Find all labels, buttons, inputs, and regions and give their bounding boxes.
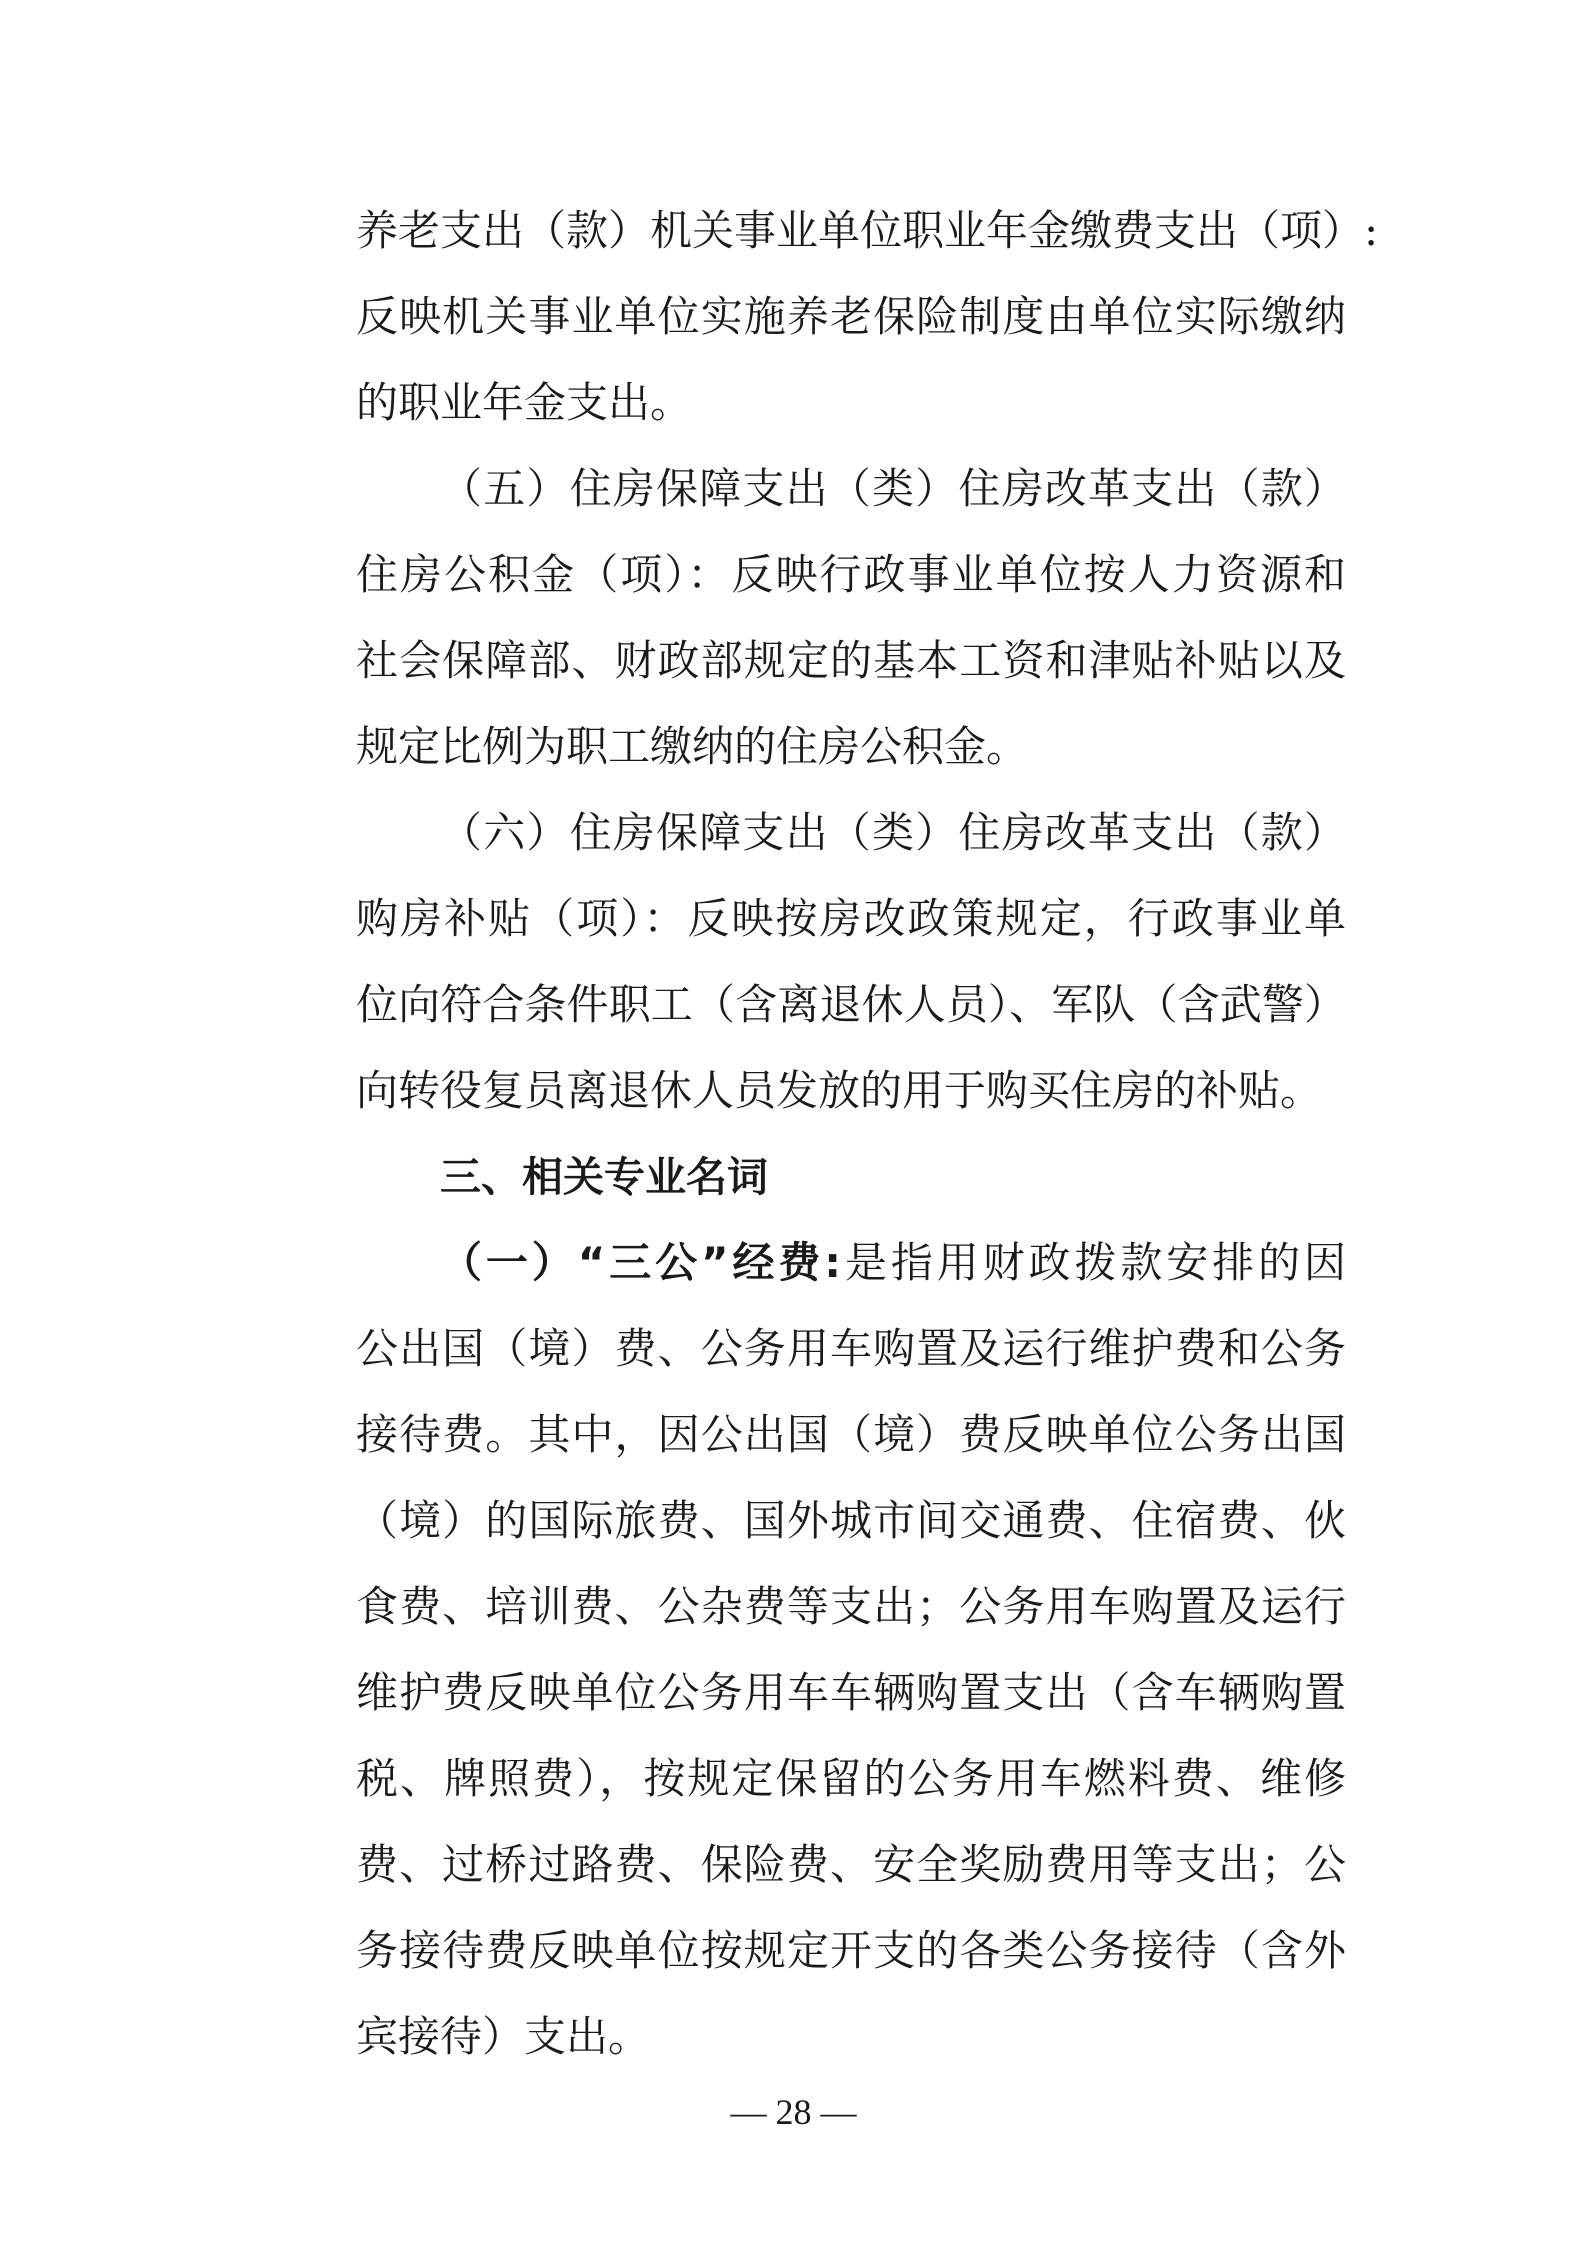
section-heading: 三、相关专业名词 <box>440 1153 768 1201</box>
paragraph-term-1-line-4: （境）的国际旅费、国外城市间交通费、住宿费、伙 <box>356 1496 1346 1545</box>
paragraph-term-1-line-7: 税、牌照费），按规定保留的公务用车燃料费、维修 <box>356 1754 1346 1803</box>
page-number: — 28 — <box>730 2092 857 2132</box>
paragraph-term-1-line-1 <box>440 1220 1346 1306</box>
paragraph-6-line-3: 位向符合条件职工（含离退休人员）、军队（含武警） <box>356 980 1346 1029</box>
paragraph-5-line-1: （五）住房保障支出（类）住房改革支出（款） <box>440 464 1346 513</box>
paragraph-6-line-4: 向转役复员离退休人员发放的用于购买住房的补贴。 <box>356 1066 1323 1115</box>
term-title: （一）“三公”经费: <box>440 1238 842 1287</box>
paragraph-term-1-line-9: 务接待费反映单位按规定开支的各类公务接待（含外 <box>356 1926 1346 1975</box>
paragraph-term-1-line-3: 接待费。其中，因公出国（境）费反映单位公务出国 <box>356 1410 1346 1459</box>
paragraph-term-1-line-8: 费、过桥过路费、保险费、安全奖励费用等支出；公 <box>356 1840 1346 1889</box>
paragraph-term-1-line-5: 食费、培训费、公杂费等支出；公务用车购置及运行 <box>356 1582 1346 1631</box>
term-definition-start: 是指用财政拨款安排的因 <box>841 1238 1346 1287</box>
paragraph-6-line-2: 购房补贴（项）：反映按房改政策规定，行政事业单 <box>356 894 1346 943</box>
paragraph-5-line-3: 社会保障部、财政部规定的基本工资和津贴补贴以及 <box>356 636 1346 685</box>
paragraph-term-1-line-2: 公出国（境）费、公务用车购置及运行维护费和公务 <box>356 1324 1346 1373</box>
paragraph-6-line-1: （六）住房保障支出（类）住房改革支出（款） <box>440 808 1346 857</box>
text-line-2: 反映机关事业单位实施养老保险制度由单位实际缴纳 <box>356 292 1346 341</box>
paragraph-term-1-line-10: 宾接待）支出。 <box>356 2012 651 2061</box>
text-line-1: 养老支出（款）机关事业单位职业年金缴费支出（项）: <box>356 206 1379 255</box>
text-line-3: 的职业年金支出。 <box>356 378 693 427</box>
paragraph-5-line-4: 规定比例为职工缴纳的住房公积金。 <box>356 722 1029 771</box>
paragraph-5-line-2: 住房公积金（项）：反映行政事业单位按人力资源和 <box>356 550 1346 599</box>
paragraph-term-1-line-6: 维护费反映单位公务用车车辆购置支出（含车辆购置 <box>356 1668 1346 1717</box>
